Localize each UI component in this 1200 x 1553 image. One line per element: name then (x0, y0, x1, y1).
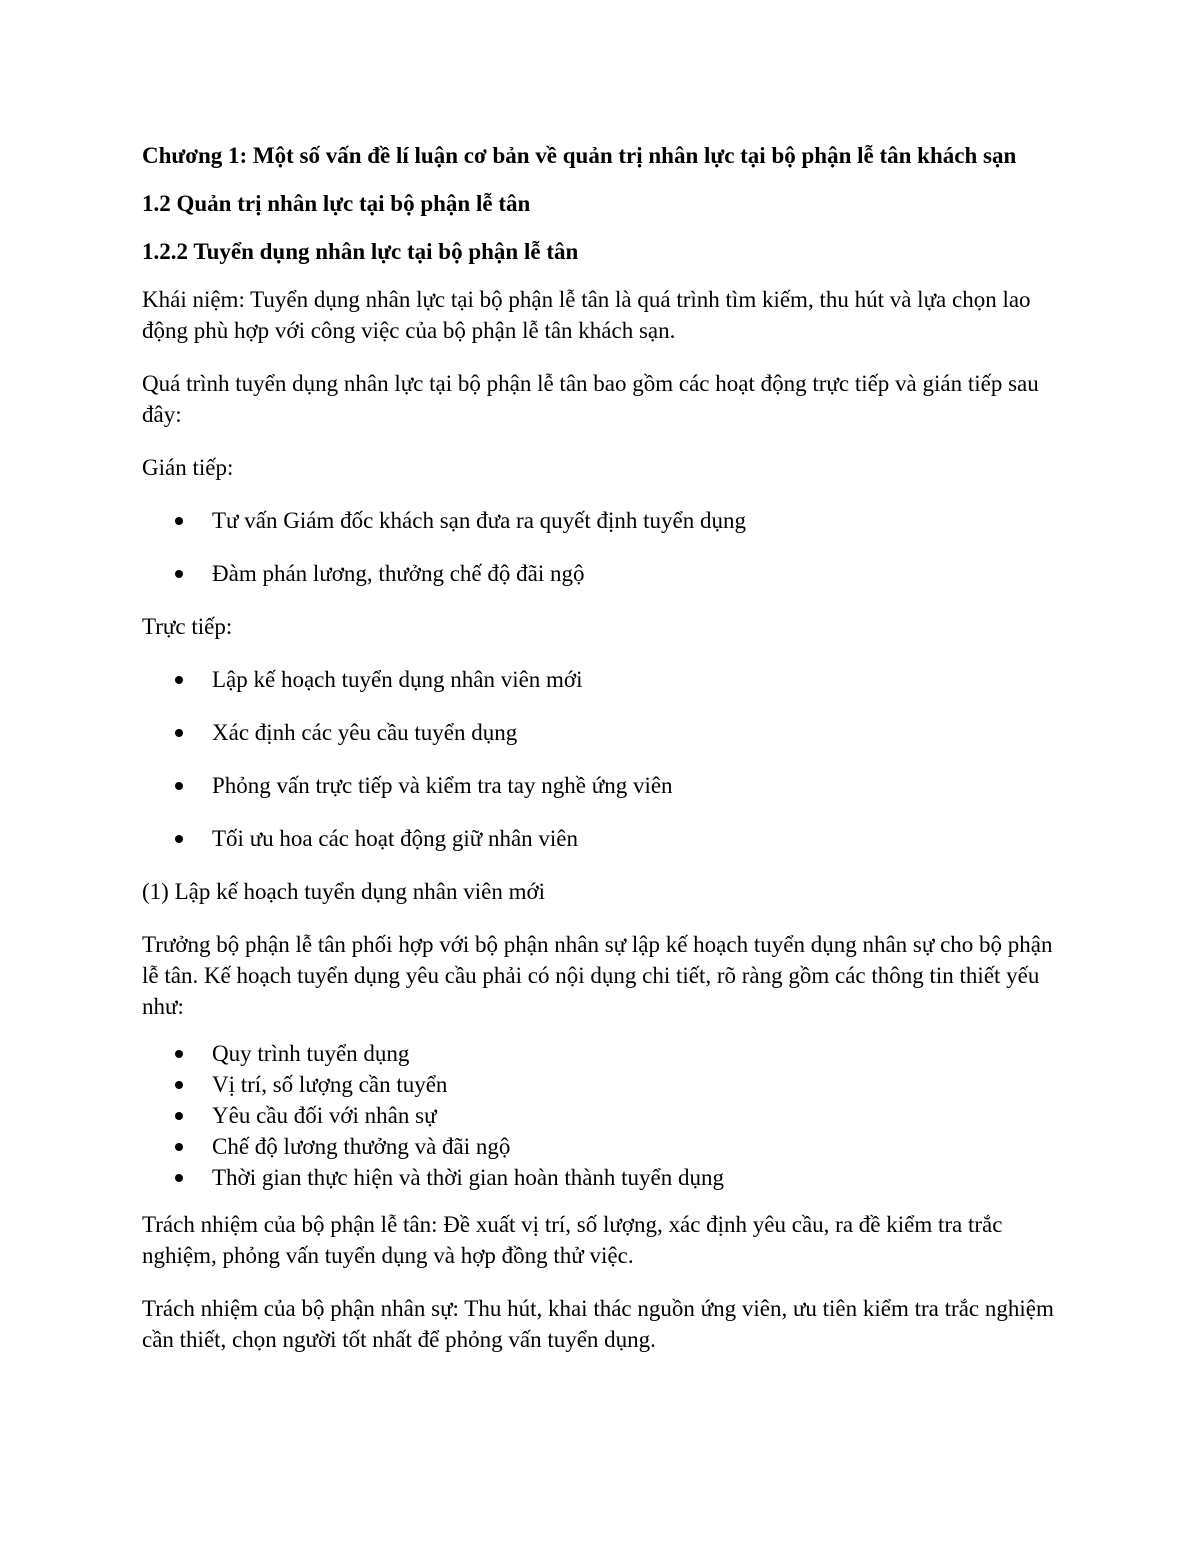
list-item-text: Vị trí, số lượng cần tuyển (212, 1072, 448, 1097)
bullet-icon (175, 517, 183, 525)
direct-label: Trực tiếp: (142, 614, 233, 639)
section-title: 1.2 Quản trị nhân lực tại bộ phận lễ tân (142, 191, 531, 216)
bullet-icon (175, 570, 183, 578)
bullet-icon (175, 835, 183, 843)
list-item-text: Đàm phán lương, thưởng chế độ đãi ngộ (212, 561, 585, 586)
hr-responsibility: Trách nhiệm của bộ phận nhân sự: Thu hút, khai thác nguồn ứng viên, ưu tiên kiểm tra trắc nghiệm cần thiết, chọn người tốt nhất để phỏng vấn tuyển dụng. (142, 1296, 1054, 1352)
list-item-text: Xác định các yêu cầu tuyển dụng (212, 720, 518, 745)
list-item (142, 1162, 1062, 1193)
bullet-icon (175, 1174, 183, 1182)
direct-list (142, 664, 1062, 854)
document-page (142, 140, 1062, 1377)
bullet-icon (175, 1081, 183, 1089)
list-item (142, 823, 1062, 854)
bullet-icon (175, 676, 183, 684)
list-item (142, 558, 1062, 589)
list-item (142, 664, 1062, 695)
concept-paragraph: Khái niệm: Tuyển dụng nhân lực tại bộ phận lễ tân là quá trình tìm kiếm, thu hút và lựa chọn lao động phù hợp với công việc của bộ phận lễ tân khách sạn. (142, 287, 1031, 343)
list-item (142, 1100, 1062, 1131)
subsection-title: 1.2.2 Tuyển dụng nhân lực tại bộ phận lễ tân (142, 239, 579, 264)
list-item-text: Quy trình tuyển dụng (212, 1041, 410, 1066)
list-item (142, 717, 1062, 748)
step1-title: (1) Lập kế hoạch tuyển dụng nhân viên mới (142, 879, 546, 904)
bullet-icon (175, 729, 183, 737)
list-item (142, 770, 1062, 801)
reception-responsibility: Trách nhiệm của bộ phận lễ tân: Đề xuất vị trí, số lượng, xác định yêu cầu, ra đề kiểm tra trắc nghiệm, phỏng vấn tuyển dụng và hợp đồng thử việc. (142, 1212, 1003, 1268)
step1-paragraph: Trưởng bộ phận lễ tân phối hợp với bộ phận nhân sự lập kế hoạch tuyển dụng nhân sự cho bộ phận lễ tân. Kế hoạch tuyển dụng yêu cầu phải có nội dụng chi tiết, rõ ràng gồm các thông tin thiết yếu như: (142, 932, 1053, 1019)
list-item-text: Lập kế hoạch tuyển dụng nhân viên mới (212, 667, 583, 692)
list-item-text: Phỏng vấn trực tiếp và kiểm tra tay nghề ứng viên (212, 773, 673, 798)
indirect-label: Gián tiếp: (142, 455, 234, 480)
list-item-text: Yêu cầu đối với nhân sự (212, 1103, 437, 1128)
list-item (142, 1131, 1062, 1162)
list-item-text: Chế độ lương thưởng và đãi ngộ (212, 1134, 511, 1159)
plan-list (142, 1038, 1062, 1193)
process-paragraph: Quá trình tuyển dụng nhân lực tại bộ phận lễ tân bao gồm các hoạt động trực tiếp và gián tiếp sau đây: (142, 371, 1039, 427)
bullet-icon (175, 1112, 183, 1120)
bullet-icon (175, 1143, 183, 1151)
bullet-icon (175, 782, 183, 790)
list-item (142, 1069, 1062, 1100)
list-item-text: Thời gian thực hiện và thời gian hoàn thành tuyển dụng (212, 1165, 725, 1190)
list-item (142, 1038, 1062, 1069)
list-item (142, 505, 1062, 536)
chapter-title: Chương 1: Một số vấn đề lí luận cơ bản về quản trị nhân lực tại bộ phận lễ tân khách sạn (142, 143, 1017, 168)
indirect-list (142, 505, 1062, 589)
bullet-icon (175, 1050, 183, 1058)
list-item-text: Tối ưu hoa các hoạt động giữ nhân viên (212, 826, 579, 851)
list-item-text: Tư vấn Giám đốc khách sạn đưa ra quyết định tuyển dụng (212, 508, 746, 533)
